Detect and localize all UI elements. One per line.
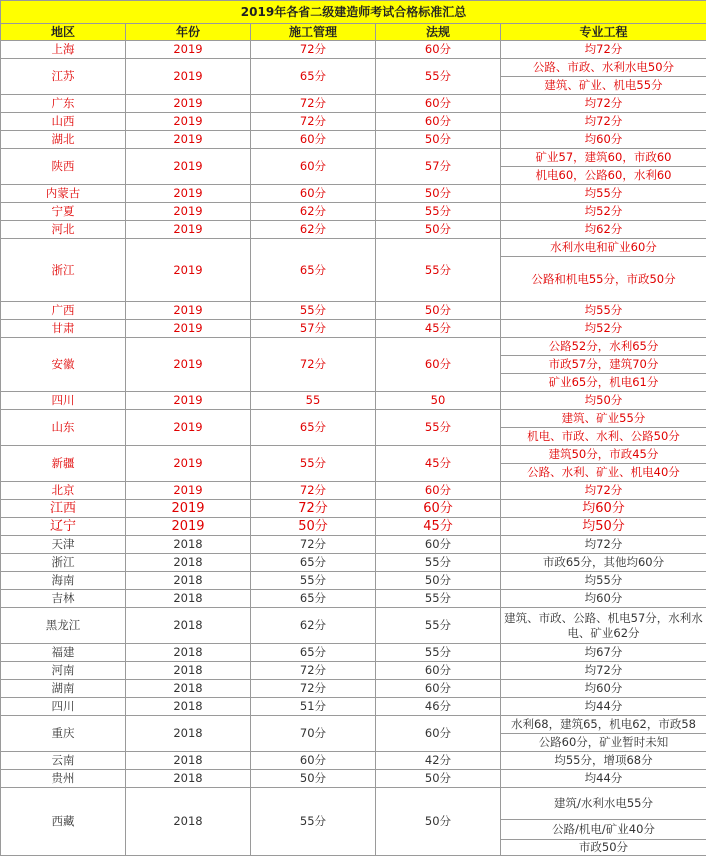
header-row <box>1 24 706 41</box>
header-professional: 专业工程 <box>501 24 706 41</box>
law-score-cell: 50分 <box>376 770 501 788</box>
header-year: 年份 <box>126 24 251 41</box>
professional-score-cell: 市政65分，其他均60分 <box>501 554 706 572</box>
management-score-cell: 60分 <box>251 149 376 185</box>
year-cell: 2019 <box>126 446 251 482</box>
law-score-cell: 60分 <box>376 662 501 680</box>
table-row <box>1 410 706 428</box>
year-cell: 2018 <box>126 590 251 608</box>
professional-score-cell: 水利水电和矿业60分 <box>501 239 706 257</box>
professional-score-cell: 均55分 <box>501 572 706 590</box>
management-score-cell: 55分 <box>251 572 376 590</box>
year-cell: 2018 <box>126 662 251 680</box>
law-score-cell: 60分 <box>376 95 501 113</box>
management-score-cell: 72分 <box>251 500 376 518</box>
year-cell: 2018 <box>126 752 251 770</box>
management-score-cell: 50分 <box>251 770 376 788</box>
law-score-cell: 55分 <box>376 239 501 302</box>
law-score-cell: 60分 <box>376 500 501 518</box>
professional-score-cell: 公路、市政、水利水电50分 <box>501 59 706 77</box>
region-cell: 河南 <box>1 662 126 680</box>
law-score-cell: 55分 <box>376 203 501 221</box>
region-cell: 云南 <box>1 752 126 770</box>
management-score-cell: 51分 <box>251 698 376 716</box>
region-cell: 甘肃 <box>1 320 126 338</box>
professional-score-cell: 建筑/水利水电55分 <box>501 788 706 820</box>
region-cell: 江西 <box>1 500 126 518</box>
table-row <box>1 608 706 644</box>
professional-score-cell: 均52分 <box>501 320 706 338</box>
professional-score-cell: 均72分 <box>501 662 706 680</box>
table-row <box>1 716 706 734</box>
region-cell: 广西 <box>1 302 126 320</box>
law-score-cell: 50分 <box>376 131 501 149</box>
table-row <box>1 185 706 203</box>
management-score-cell: 72分 <box>251 41 376 59</box>
table-row <box>1 482 706 500</box>
region-cell: 吉林 <box>1 590 126 608</box>
management-score-cell: 55分 <box>251 302 376 320</box>
law-score-cell: 45分 <box>376 518 501 536</box>
year-cell: 2019 <box>126 320 251 338</box>
professional-score-cell: 均72分 <box>501 95 706 113</box>
management-score-cell: 65分 <box>251 239 376 302</box>
table-row <box>1 41 706 59</box>
year-cell: 2019 <box>126 239 251 302</box>
professional-score-cell: 市政57分，建筑70分 <box>501 356 706 374</box>
law-score-cell: 60分 <box>376 716 501 752</box>
professional-score-cell: 建筑、矿业55分 <box>501 410 706 428</box>
table-row <box>1 113 706 131</box>
table-row <box>1 770 706 788</box>
management-score-cell: 62分 <box>251 221 376 239</box>
region-cell: 上海 <box>1 41 126 59</box>
table-row <box>1 302 706 320</box>
professional-score-cell: 公路60分，矿业暂时未知 <box>501 734 706 752</box>
management-score-cell: 70分 <box>251 716 376 752</box>
management-score-cell: 72分 <box>251 95 376 113</box>
table-row <box>1 320 706 338</box>
year-cell: 2019 <box>126 41 251 59</box>
region-cell: 重庆 <box>1 716 126 752</box>
law-score-cell: 50分 <box>376 302 501 320</box>
year-cell: 2019 <box>126 302 251 320</box>
region-cell: 天津 <box>1 536 126 554</box>
professional-score-cell: 均72分 <box>501 536 706 554</box>
table-row <box>1 572 706 590</box>
year-cell: 2018 <box>126 572 251 590</box>
law-score-cell: 46分 <box>376 698 501 716</box>
management-score-cell: 65分 <box>251 590 376 608</box>
region-cell: 河北 <box>1 221 126 239</box>
year-cell: 2018 <box>126 770 251 788</box>
year-cell: 2019 <box>126 203 251 221</box>
professional-score-cell: 公路/机电/矿业40分 <box>501 820 706 840</box>
table-row <box>1 239 706 257</box>
table-title: 2019年各省二级建造师考试合格标准汇总 <box>1 1 706 24</box>
region-cell: 山西 <box>1 113 126 131</box>
table-row <box>1 662 706 680</box>
table-row <box>1 392 706 410</box>
year-cell: 2019 <box>126 95 251 113</box>
professional-score-cell: 均50分 <box>501 518 706 536</box>
year-cell: 2019 <box>126 113 251 131</box>
region-cell: 浙江 <box>1 554 126 572</box>
year-cell: 2018 <box>126 608 251 644</box>
year-cell: 2018 <box>126 644 251 662</box>
table-row <box>1 95 706 113</box>
table-row <box>1 518 706 536</box>
law-score-cell: 50分 <box>376 221 501 239</box>
year-cell: 2019 <box>126 221 251 239</box>
professional-score-cell: 建筑、矿业、机电55分 <box>501 77 706 95</box>
year-cell: 2019 <box>126 482 251 500</box>
region-cell: 宁夏 <box>1 203 126 221</box>
year-cell: 2019 <box>126 392 251 410</box>
professional-score-cell: 公路、水利、矿业、机电40分 <box>501 464 706 482</box>
law-score-cell: 50分 <box>376 572 501 590</box>
region-cell: 海南 <box>1 572 126 590</box>
law-score-cell: 50 <box>376 392 501 410</box>
region-cell: 四川 <box>1 698 126 716</box>
region-cell: 内蒙古 <box>1 185 126 203</box>
management-score-cell: 72分 <box>251 536 376 554</box>
law-score-cell: 50分 <box>376 788 501 856</box>
year-cell: 2019 <box>126 131 251 149</box>
professional-score-cell: 机电60，公路60，水利60 <box>501 167 706 185</box>
law-score-cell: 42分 <box>376 752 501 770</box>
management-score-cell: 72分 <box>251 338 376 392</box>
table-row <box>1 788 706 820</box>
region-cell: 辽宁 <box>1 518 126 536</box>
header-management: 施工管理 <box>251 24 376 41</box>
management-score-cell: 72分 <box>251 680 376 698</box>
professional-score-cell: 公路52分，水利65分 <box>501 338 706 356</box>
professional-score-cell: 建筑、市政、公路、机电57分，水利水电、矿业62分 <box>501 608 706 644</box>
table-row <box>1 590 706 608</box>
management-score-cell: 60分 <box>251 131 376 149</box>
title-row <box>1 1 706 24</box>
year-cell: 2018 <box>126 536 251 554</box>
law-score-cell: 55分 <box>376 590 501 608</box>
law-score-cell: 60分 <box>376 338 501 392</box>
region-cell: 山东 <box>1 410 126 446</box>
year-cell: 2018 <box>126 716 251 752</box>
management-score-cell: 65分 <box>251 59 376 95</box>
region-cell: 浙江 <box>1 239 126 302</box>
region-cell: 贵州 <box>1 770 126 788</box>
table-row <box>1 221 706 239</box>
management-score-cell: 55分 <box>251 788 376 856</box>
law-score-cell: 60分 <box>376 536 501 554</box>
table-row <box>1 500 706 518</box>
professional-score-cell: 建筑50分，市政45分 <box>501 446 706 464</box>
region-cell: 新疆 <box>1 446 126 482</box>
professional-score-cell: 矿业65分，机电61分 <box>501 374 706 392</box>
management-score-cell: 60分 <box>251 185 376 203</box>
year-cell: 2018 <box>126 788 251 856</box>
year-cell: 2018 <box>126 680 251 698</box>
table-row <box>1 554 706 572</box>
table-row <box>1 644 706 662</box>
table-row <box>1 338 706 356</box>
year-cell: 2018 <box>126 698 251 716</box>
table-row <box>1 680 706 698</box>
management-score-cell: 55 <box>251 392 376 410</box>
law-score-cell: 55分 <box>376 554 501 572</box>
region-cell: 黑龙江 <box>1 608 126 644</box>
table-body <box>1 41 706 856</box>
header-law: 法规 <box>376 24 501 41</box>
region-cell: 江苏 <box>1 59 126 95</box>
professional-score-cell: 均55分，增项68分 <box>501 752 706 770</box>
law-score-cell: 60分 <box>376 113 501 131</box>
professional-score-cell: 均50分 <box>501 392 706 410</box>
professional-score-cell: 机电、市政、水利、公路50分 <box>501 428 706 446</box>
header-region: 地区 <box>1 24 126 41</box>
region-cell: 湖南 <box>1 680 126 698</box>
year-cell: 2019 <box>126 338 251 392</box>
region-cell: 湖北 <box>1 131 126 149</box>
professional-score-cell: 均52分 <box>501 203 706 221</box>
table-row <box>1 752 706 770</box>
law-score-cell: 60分 <box>376 41 501 59</box>
professional-score-cell: 矿业57，建筑60，市政60 <box>501 149 706 167</box>
table-row <box>1 446 706 464</box>
table-row <box>1 149 706 167</box>
law-score-cell: 55分 <box>376 608 501 644</box>
region-cell: 西藏 <box>1 788 126 856</box>
professional-score-cell: 均60分 <box>501 500 706 518</box>
management-score-cell: 57分 <box>251 320 376 338</box>
region-cell: 四川 <box>1 392 126 410</box>
management-score-cell: 65分 <box>251 554 376 572</box>
professional-score-cell: 均72分 <box>501 41 706 59</box>
law-score-cell: 57分 <box>376 149 501 185</box>
region-cell: 陕西 <box>1 149 126 185</box>
professional-score-cell: 均72分 <box>501 113 706 131</box>
table-row <box>1 131 706 149</box>
professional-score-cell: 均44分 <box>501 770 706 788</box>
professional-score-cell: 均72分 <box>501 482 706 500</box>
table-row <box>1 59 706 77</box>
professional-score-cell: 均55分 <box>501 185 706 203</box>
management-score-cell: 62分 <box>251 203 376 221</box>
year-cell: 2018 <box>126 554 251 572</box>
year-cell: 2019 <box>126 185 251 203</box>
law-score-cell: 55分 <box>376 59 501 95</box>
year-cell: 2019 <box>126 410 251 446</box>
region-cell: 北京 <box>1 482 126 500</box>
professional-score-cell: 均62分 <box>501 221 706 239</box>
year-cell: 2019 <box>126 59 251 95</box>
management-score-cell: 72分 <box>251 662 376 680</box>
table-row <box>1 203 706 221</box>
year-cell: 2019 <box>126 500 251 518</box>
professional-score-cell: 均55分 <box>501 302 706 320</box>
law-score-cell: 45分 <box>376 446 501 482</box>
professional-score-cell: 均44分 <box>501 698 706 716</box>
law-score-cell: 60分 <box>376 680 501 698</box>
management-score-cell: 60分 <box>251 752 376 770</box>
management-score-cell: 65分 <box>251 410 376 446</box>
professional-score-cell: 均60分 <box>501 131 706 149</box>
law-score-cell: 45分 <box>376 320 501 338</box>
management-score-cell: 62分 <box>251 608 376 644</box>
management-score-cell: 65分 <box>251 644 376 662</box>
law-score-cell: 60分 <box>376 482 501 500</box>
professional-score-cell: 均60分 <box>501 680 706 698</box>
table-row <box>1 698 706 716</box>
management-score-cell: 55分 <box>251 446 376 482</box>
region-cell: 福建 <box>1 644 126 662</box>
law-score-cell: 55分 <box>376 410 501 446</box>
professional-score-cell: 均67分 <box>501 644 706 662</box>
professional-score-cell: 均60分 <box>501 590 706 608</box>
management-score-cell: 72分 <box>251 482 376 500</box>
region-cell: 广东 <box>1 95 126 113</box>
professional-score-cell: 公路和机电55分，市政50分 <box>501 257 706 302</box>
law-score-cell: 55分 <box>376 644 501 662</box>
management-score-cell: 50分 <box>251 518 376 536</box>
law-score-cell: 50分 <box>376 185 501 203</box>
region-cell: 安徽 <box>1 338 126 392</box>
year-cell: 2019 <box>126 149 251 185</box>
professional-score-cell: 市政50分 <box>501 840 706 856</box>
year-cell: 2019 <box>126 518 251 536</box>
table-row <box>1 536 706 554</box>
professional-score-cell: 水利68，建筑65，机电62，市政58 <box>501 716 706 734</box>
management-score-cell: 72分 <box>251 113 376 131</box>
